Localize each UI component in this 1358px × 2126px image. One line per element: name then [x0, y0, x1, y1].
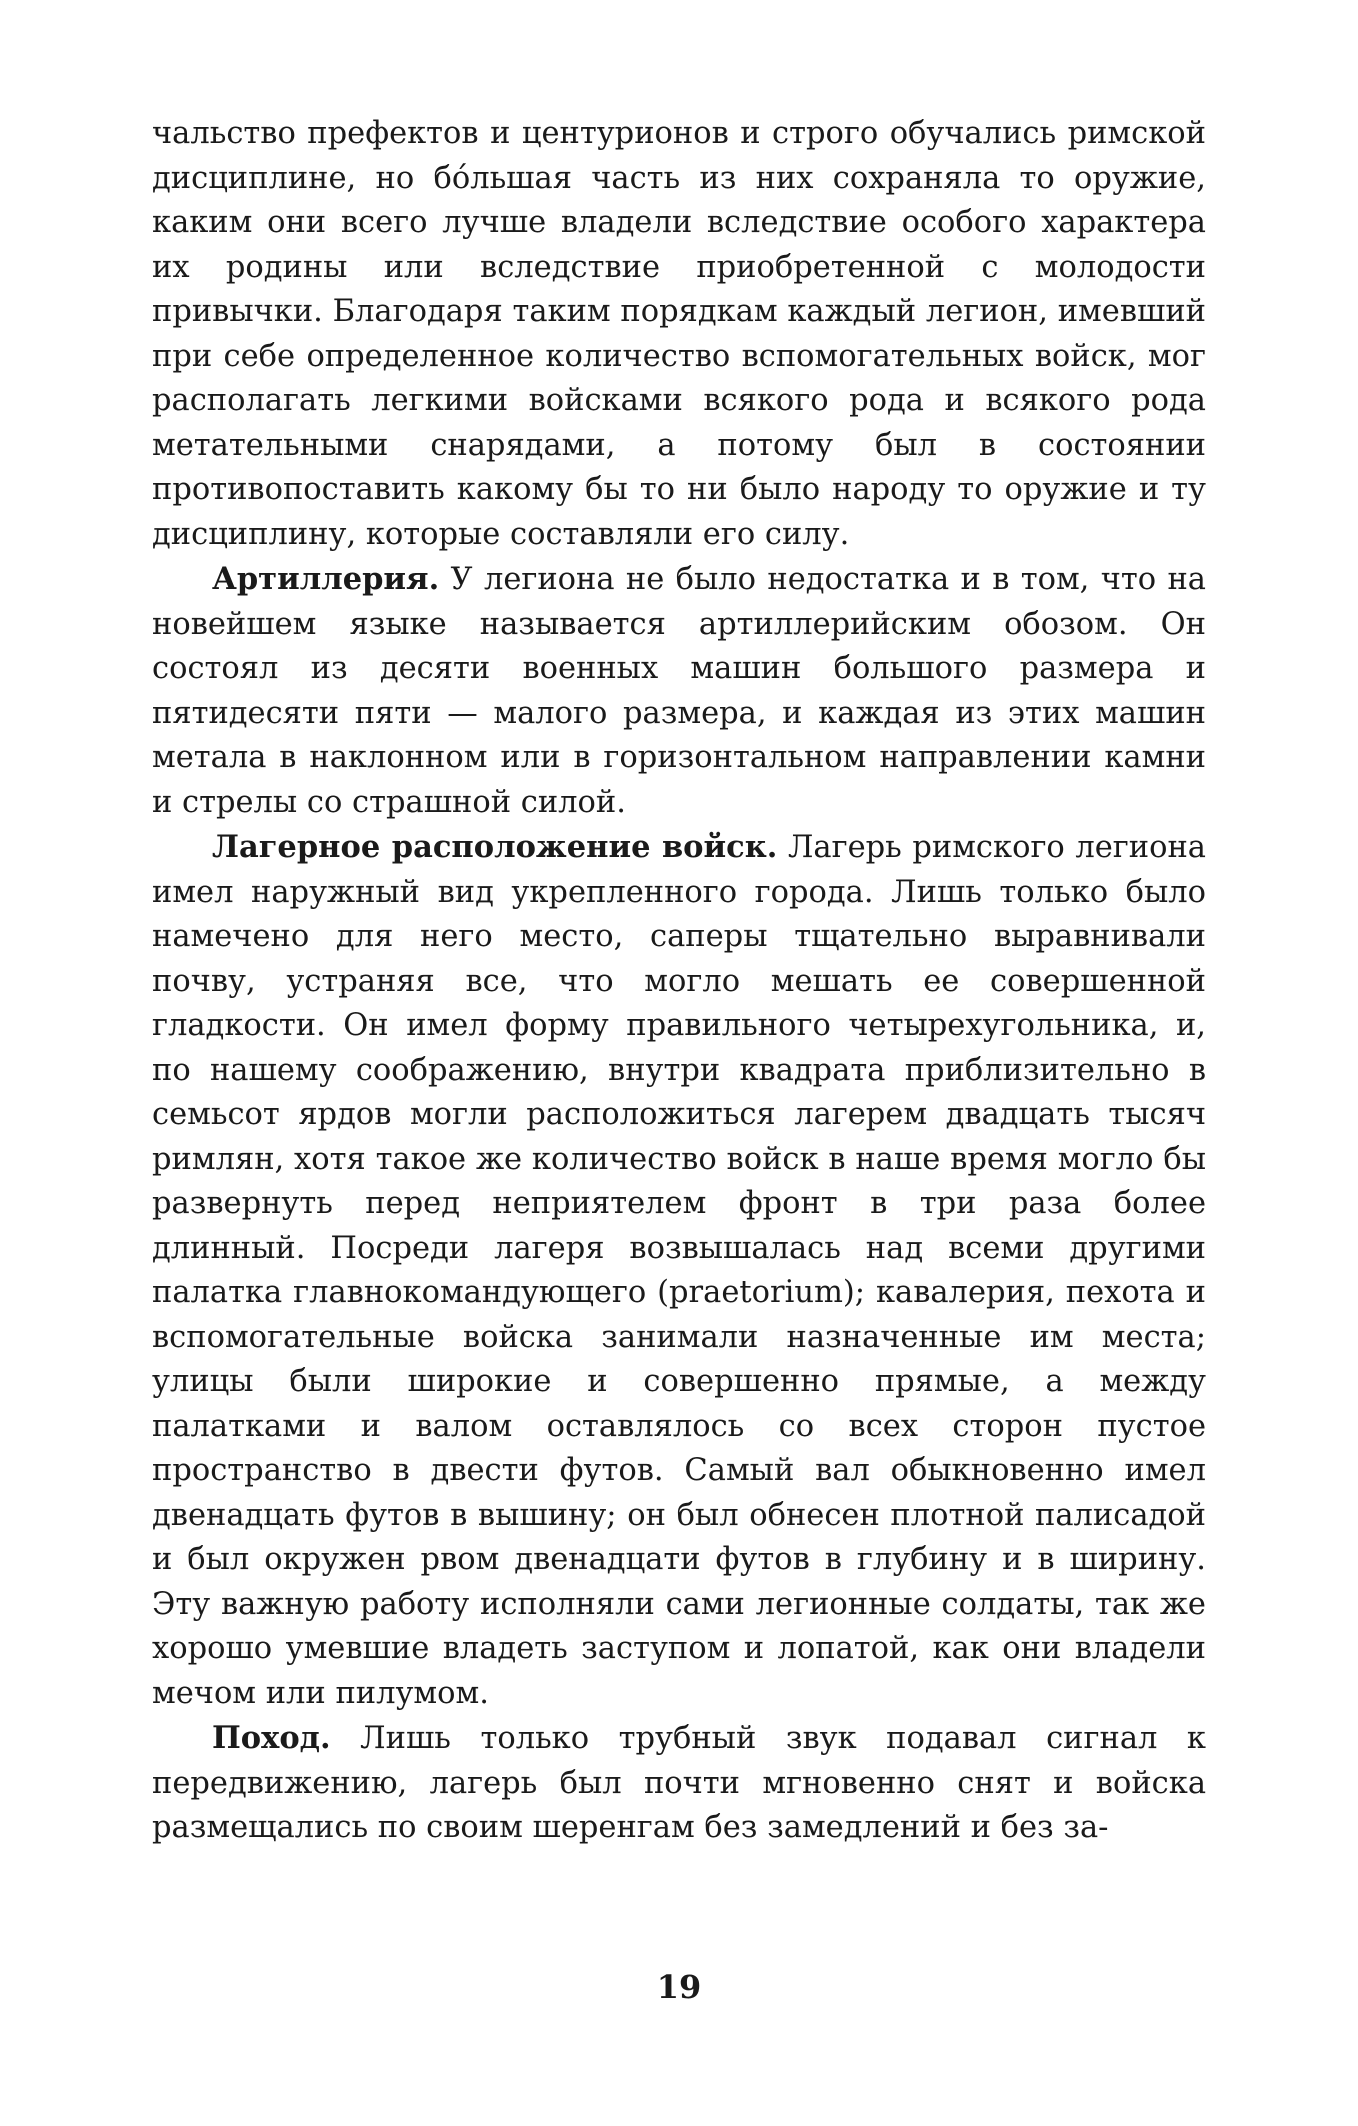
- paragraph-march-heading: Поход.: [212, 1720, 331, 1756]
- paragraph-camp-text: Лагерь римского легиона имел наружный вид укрепленного города. Лишь только было намечено для него место, саперы тщательно выравнивали почву, устраняя все, что могло мешать ее совершенной гладкости. Он имел форму правильного четырехугольника, и, по нашему соображению, внутри квадрата приблизительно в семьсот ярдов могли расположиться лагерем двадцать тысяч римлян, хотя такое же количество войск в наше время могло бы развернуть перед неприятелем фронт в три раза более длинный. Посреди лагеря возвышалась над всеми другими палатка главнокомандующего (praetorium); кавалерия, пехота и вспомогательные войска занимали назначенные им места; улицы были широкие и совершенно прямые, а между палатками и валом оставлялось со всех сторон пустое пространство в двести футов. Самый вал обыкновенно имел двенадцать футов в вышину; он был обнесен плотной палисадой и был окружен рвом двенадцати футов в глубину и в ширину. Эту важную работу исполняли сами легионные солдаты, так же хорошо умевшие владеть заступом и лопатой, как они владели мечом или пилумом.: [152, 830, 1206, 1711]
- page-body: [152, 112, 1206, 1851]
- page-number: 19: [656, 1968, 702, 2006]
- paragraph-march: [152, 1716, 1206, 1851]
- paragraph-march-text: Лишь только трубный звук подавал сигнал к передвижению, лагерь был почти мгновенно снят и войска размещались по своим шеренгам без замедлений и без за-: [152, 1721, 1206, 1845]
- paragraph-camp-heading: Лагерное расположение войск.: [212, 829, 778, 865]
- paragraph-artillery-heading: Артиллерия.: [212, 561, 440, 597]
- paragraph-1-text: чальство префектов и центурионов и строго обучались римской дисциплине, но бóльшая часть из них сохраняла то оружие, каким они всего лучше владели вследствие особого характера их родины или вследствие приобретенной с молодости привычки. Благодаря таким порядкам каждый легион, имевший при себе определенное количество вспомогательных войск, мог располагать легкими войсками всякого рода и всякого рода метательными снарядами, а потому был в состоянии противопоставить какому бы то ни было народу то оружие и ту дисциплину, которые составляли его силу.: [152, 116, 1206, 552]
- paragraph-artillery-text: У легиона не было недостатка и в том, что на новейшем языке называется артиллерийским обозом. Он состоял из десяти военных машин большого размера и пятидесяти пяти — малого размера, и каждая из этих машин метала в наклонном или в горизонтальном направлении камни и стрелы со страшной силой.: [152, 562, 1206, 820]
- paragraph-camp: [152, 825, 1206, 1716]
- paragraph-1: [152, 112, 1206, 557]
- paragraph-artillery: [152, 557, 1206, 825]
